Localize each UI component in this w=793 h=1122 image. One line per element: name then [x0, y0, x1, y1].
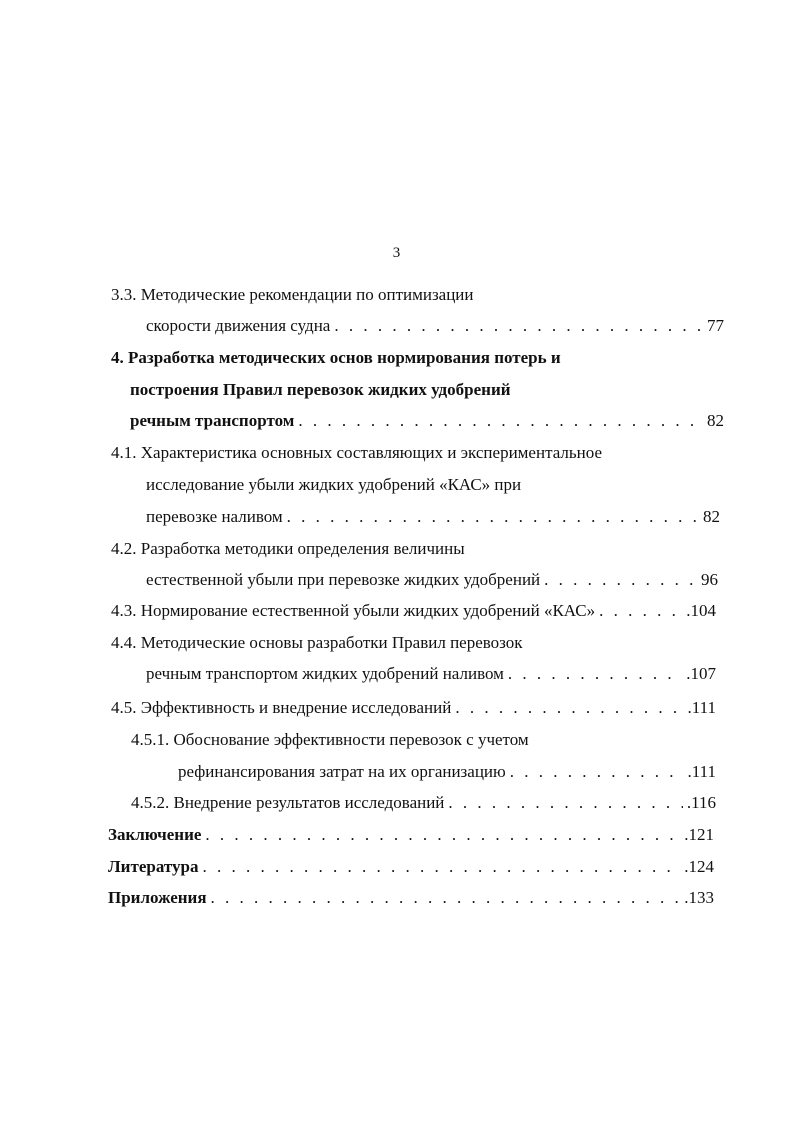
- toc-entry-text: 4.4. Методические основы разработки Правил перевозок: [111, 633, 523, 652]
- toc-page-number: 82: [703, 507, 720, 526]
- toc-entry-4-line2: [130, 378, 511, 402]
- toc-entry-conclusion: [108, 823, 714, 847]
- toc-entry-3-3-last: [146, 314, 724, 338]
- toc-entry-text: скорости движения судна: [146, 316, 331, 335]
- toc-entry-text: 3.3. Методические рекомендации по оптимизации: [111, 285, 474, 304]
- dot-leader: [448, 791, 682, 815]
- toc-page-number: 77: [707, 316, 724, 335]
- toc-page-number: .111: [687, 698, 716, 717]
- toc-page-number: .104: [686, 601, 716, 620]
- toc-entry-text: Приложения: [108, 888, 207, 907]
- toc-entry-text: речным транспортом: [130, 411, 295, 430]
- toc-entry-text: Заключение: [108, 825, 202, 844]
- toc-entry-4-5-2: [131, 791, 716, 815]
- page-number: 3: [392, 245, 401, 261]
- toc-entry-text: перевозке наливом: [146, 507, 283, 526]
- toc-entry-4-5-1-title: [131, 728, 529, 752]
- dot-leader: [211, 886, 681, 910]
- dot-leader: [205, 823, 680, 847]
- toc-entry-4-4-title: [111, 631, 523, 655]
- toc-entry-text: исследование убыли жидких удобрений «КАС» при: [146, 475, 522, 494]
- dot-leader: [287, 505, 699, 529]
- toc-page-number: 96: [701, 570, 718, 589]
- toc-entry-text: 4. Разработка методических основ нормирования потерь и: [111, 348, 561, 367]
- toc-entry-4-last: [130, 409, 724, 433]
- toc-entry-literature: [108, 855, 714, 879]
- toc-entry-4-3: [111, 599, 716, 623]
- toc-page-number: .121: [684, 825, 714, 844]
- toc-entry-4-5-1-last: [178, 760, 716, 784]
- toc-entry-text: 4.5.2. Внедрение результатов исследований: [131, 793, 445, 812]
- toc-page-number: .133: [684, 888, 714, 907]
- dot-leader: [508, 662, 682, 686]
- toc-page-number: .107: [686, 664, 716, 683]
- toc-entry-4-title: [111, 346, 561, 370]
- toc-entry-3-3-title: [111, 283, 474, 307]
- toc-entry-text: 4.3. Нормирование естественной убыли жидких удобрений «КАС»: [111, 601, 596, 620]
- toc-entry-text: речным транспортом жидких удобрений наливом: [146, 664, 504, 683]
- toc-entry-text: рефинансирования затрат на их организацию: [178, 762, 506, 781]
- toc-entry-text: 4.1. Характеристика основных составляющих и экспериментальное: [111, 443, 602, 462]
- dot-leader: [455, 696, 683, 720]
- toc-entry-text: 4.5.1. Обоснование эффективности перевозок с учетом: [131, 730, 529, 749]
- toc-page-number: 82: [707, 411, 724, 430]
- dot-leader: [544, 568, 697, 592]
- toc-entry-appendices: [108, 886, 714, 910]
- dot-leader: [334, 314, 703, 338]
- dot-leader: [298, 409, 703, 433]
- toc-page-number: .111: [687, 762, 716, 781]
- toc-entry-4-2-title: [111, 537, 465, 561]
- toc-entry-text: построения Правил перевозок жидких удобрений: [130, 380, 511, 399]
- toc-entry-4-1-line2: [146, 473, 521, 497]
- toc-entry-4-1-last: [146, 505, 720, 529]
- toc-entry-4-4-last: [146, 662, 716, 686]
- toc-entry-text: 4.2. Разработка методики определения величины: [111, 539, 465, 558]
- toc-entry-text: 4.5. Эффективность и внедрение исследований: [111, 698, 452, 717]
- dot-leader: [202, 855, 680, 879]
- dot-leader: [510, 760, 684, 784]
- toc-entry-4-2-last: [146, 568, 718, 592]
- toc-page-number: .116: [686, 793, 716, 812]
- toc-entry-4-1-title: [111, 441, 602, 465]
- toc-page-number: .124: [684, 857, 714, 876]
- dot-leader: [599, 599, 682, 623]
- toc-entry-text: Литература: [108, 857, 199, 876]
- toc-entry-4-5: [111, 696, 716, 720]
- toc-entry-text: естественной убыли при перевозке жидких удобрений: [146, 570, 541, 589]
